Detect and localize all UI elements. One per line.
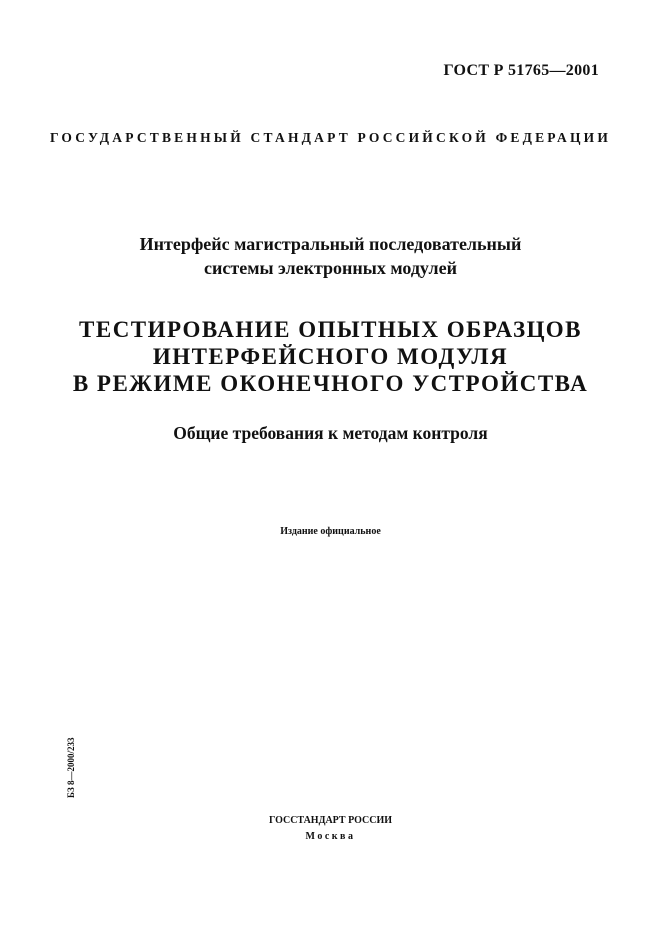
publisher-name: ГОССТАНДАРТ РОССИИ [268, 815, 393, 826]
subtitle-line: Интерфейс магистральный последовательный [139, 234, 522, 254]
main-title-line: ИНТЕРФЕЙСНОГО МОДУЛЯ [152, 344, 509, 369]
edition-label: Издание официальное [280, 526, 381, 537]
publisher-city: Москва [305, 831, 356, 842]
main-title-line: В РЕЖИМЕ ОКОНЕЧНОГО УСТРОЙСТВА [72, 371, 589, 396]
subtitle-line: системы электронных модулей [204, 258, 457, 278]
state-standard-heading: ГОСУДАРСТВЕННЫЙ СТАНДАРТ РОССИЙСКОЙ ФЕДЕРАЦИИ [49, 130, 612, 145]
requirements-title: Общие требования к методам контроля [173, 423, 488, 443]
document-subtitle [0, 232, 661, 280]
standard-number: ГОСТ Р 51765—2001 [443, 62, 599, 79]
document-main-title [0, 316, 661, 397]
main-title-line: ТЕСТИРОВАНИЕ ОПЫТНЫХ ОБРАЗЦОВ [79, 317, 582, 342]
side-code: БЗ 8—2000/233 [66, 737, 76, 798]
